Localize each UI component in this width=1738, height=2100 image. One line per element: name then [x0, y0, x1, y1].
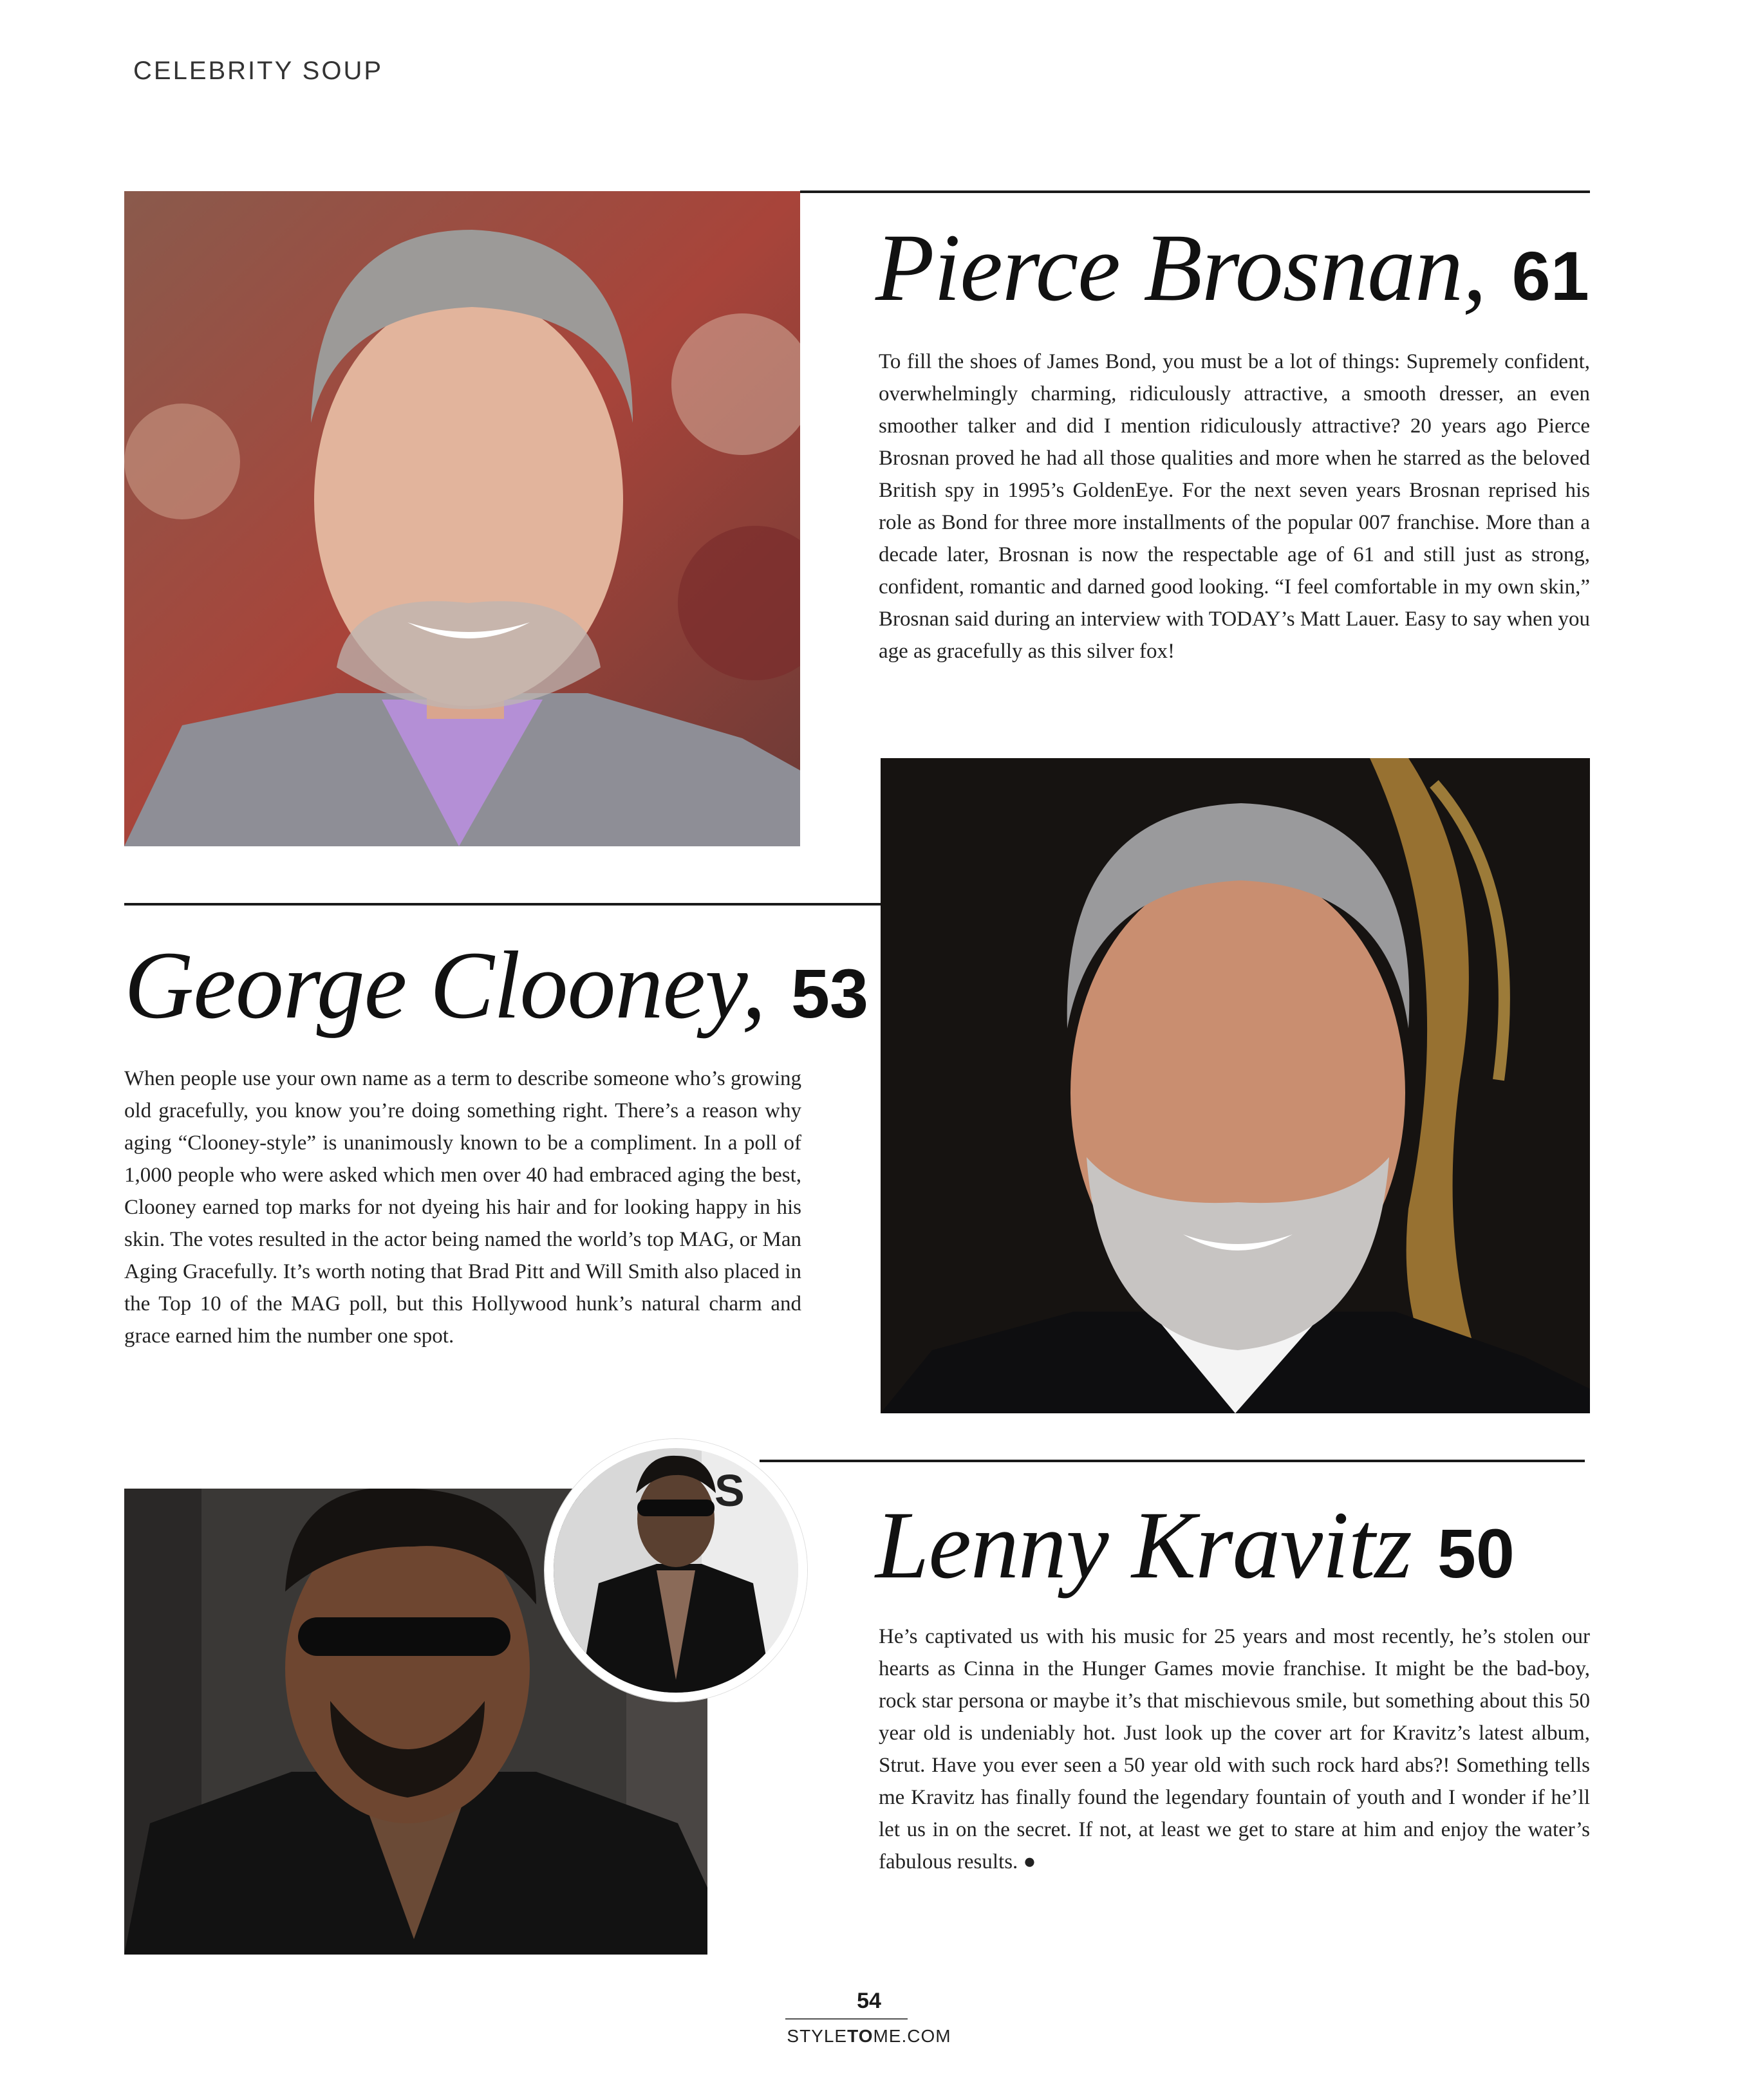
- site-suffix: ME.COM: [873, 2026, 951, 2046]
- pierce-brosnan-photo: [124, 191, 800, 846]
- site-bold: TO: [847, 2026, 874, 2046]
- pierce-brosnan-body: To fill the shoes of James Bond, you must be a lot of things: Supremely confident, overwhelmingly charming, ridiculously attractive, a smooth dresser, an even smoother talker and did I mention ridiculously attractive? 20 years ago Pierce Brosnan proved he had all those qualities and more when he starred as the beloved British spy in 1995’s GoldenEye. For the next seven years Brosnan reprised his role as Bond for three more installments of the popular 007 franchise. More than a decade later, Brosnan is now the respectable age of 61 and still just as strong, confident, romantic and darned good looking. “I feel comfortable in my own skin,” Brosnan said during an interview with TODAY’s Matt Lauer. Easy to say when you age as gracefully as this silver fox!: [879, 350, 1590, 663]
- svg-text:S: S: [715, 1465, 745, 1516]
- lenny-kravitz-body: He’s captivated us with his music for 25 years and most recently, he’s stolen our hearts as Cinna in the Hunger Games movie franchise. It might be the bad-boy, rock star persona or maybe it’s that mischievous smile, but something about this 50 year old is undeniably hot. Just look up the cover art for Kravitz’s latest album, Strut. Have you ever seen a 50 year old with such rock hard abs?! Something tells me Kravitz has finally found the legendary fountain of youth and I wonder if he’ll let us in on the secret. If not, at least we get to stare at him and enjoy the water’s fabulous results. ●: [879, 1625, 1590, 1873]
- lenny-kravitz-headline: [875, 1490, 1515, 1601]
- headline-age: 53: [790, 954, 869, 1032]
- footer-rule: [785, 2018, 908, 2020]
- section-label: CELEBRITY SOUP: [133, 57, 384, 85]
- lenny-kravitz-album-photo: [545, 1439, 807, 1702]
- pierce-brosnan-headline: [875, 212, 1589, 323]
- divider-rule: [800, 190, 1590, 193]
- site-prefix: STYLE: [787, 2026, 848, 2046]
- headline-age: 61: [1511, 237, 1589, 315]
- site-name: [0, 2026, 1738, 2047]
- george-clooney-body: When people use your own name as a term to describe someone who’s growing old gracefully, you know you’re doing something right. There’s a reason why aging “Clooney-style” is unanimously known to be a compliment. In a poll of 1,000 people who were asked which men over 40 had embraced aging the best, Clooney earned top marks for not dyeing his hair and for looking happy in his skin. The votes resulted in the actor being named the world’s top MAG, or Man Aging Gracefully. It’s worth noting that Brad Pitt and Will Smith also placed in the Top 10 of the MAG poll, but this Hollywood hunk’s natural charm and grace earned him the number one spot.: [124, 1067, 801, 1348]
- headline-name: Lenny Kravitz: [875, 1492, 1412, 1599]
- divider-rule: [760, 1460, 1585, 1462]
- divider-rule: [124, 903, 881, 906]
- page-number: 54: [857, 1989, 881, 2013]
- headline-name: Pierce Brosnan,: [875, 214, 1486, 321]
- headline-age: 50: [1437, 1514, 1515, 1592]
- george-clooney-headline: [124, 930, 868, 1041]
- george-clooney-photo: [881, 758, 1590, 1413]
- headline-name: George Clooney,: [124, 932, 765, 1039]
